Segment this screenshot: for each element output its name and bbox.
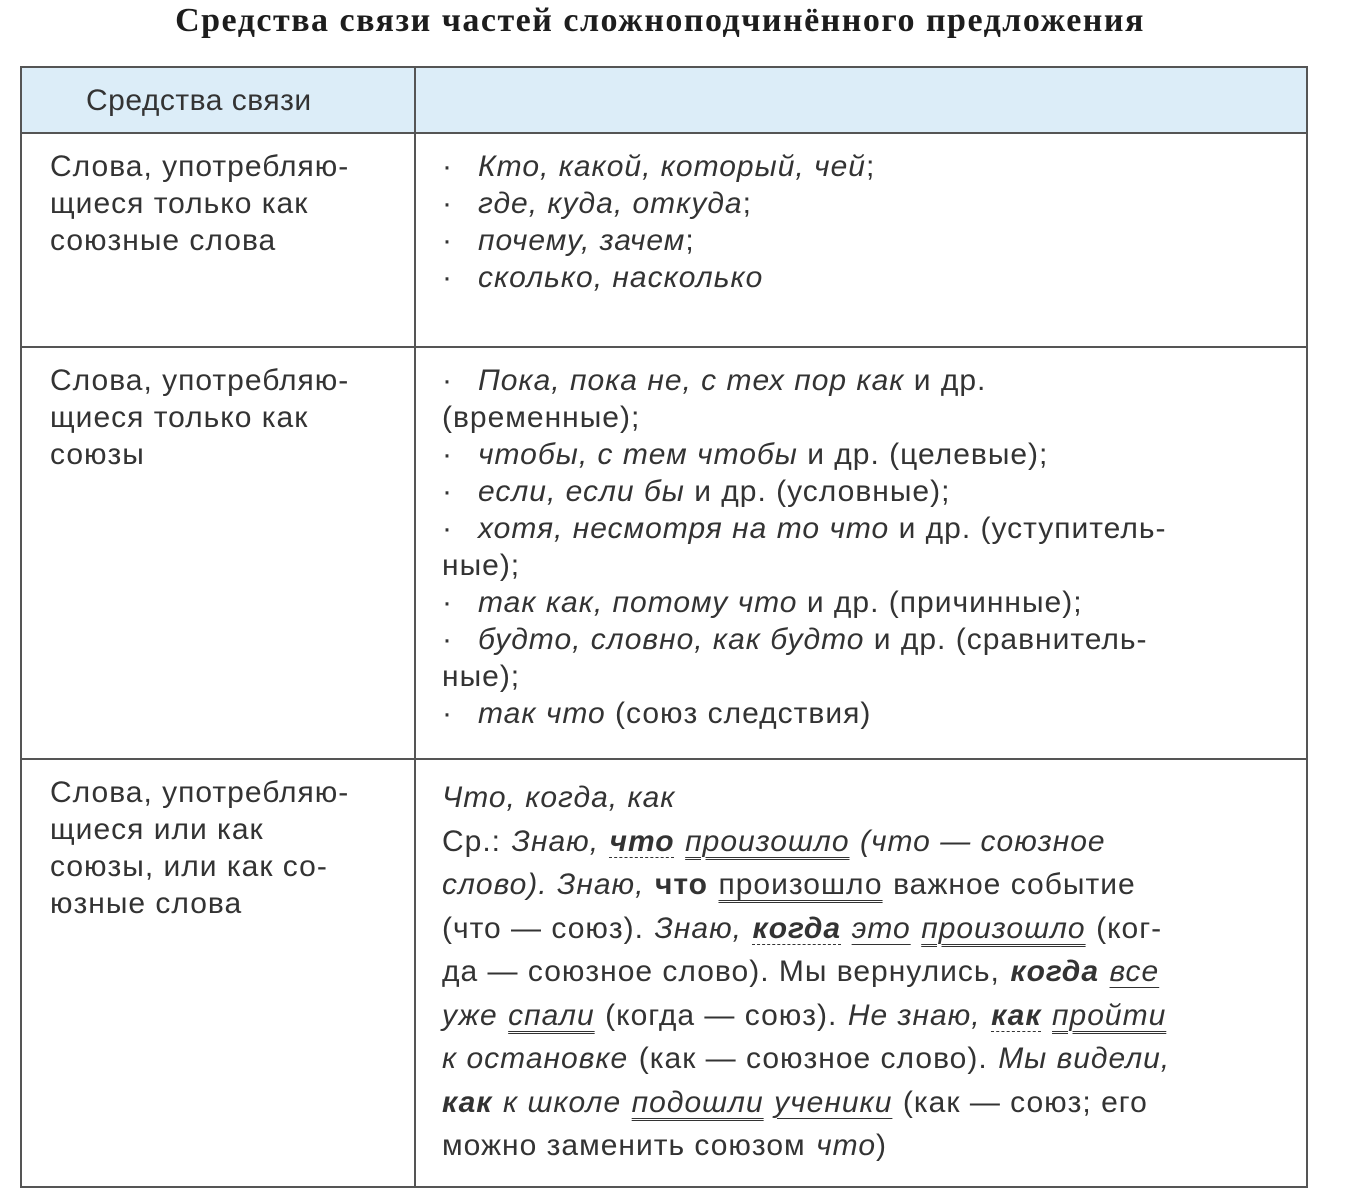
bullet-icon: · — [442, 475, 453, 508]
header-cell-means — [21, 67, 415, 133]
example-line: (что — союз). Знаю, когда это произошло (ког- — [442, 911, 1163, 945]
example-line: слово). Знаю, что произошло важное событие — [442, 868, 1136, 901]
header-cell-examples — [415, 67, 1307, 133]
row-category — [21, 347, 415, 759]
example-line: можно заменить союзом что) — [442, 1129, 888, 1162]
table-row — [21, 347, 1307, 759]
category-line: юзные слова — [50, 887, 243, 920]
list-item: · так что (союз следствия) — [442, 697, 872, 730]
category-line: щиеся только как — [50, 187, 309, 220]
intro-words: Что, когда, как — [442, 781, 676, 814]
example-line: уже спали (когда — союз). Не знаю, как пройти — [442, 998, 1167, 1032]
category-line: Слова, употребляю- — [50, 776, 350, 809]
page-title: Средства связи частей сложноподчинённого предложения — [175, 2, 1145, 39]
example-line: Ср.: Знаю, что произошло (что — союзное — [442, 824, 1106, 858]
table-row — [21, 133, 1307, 347]
bullet-icon: · — [442, 586, 453, 619]
list-item: · чтобы, с тем чтобы и др. (целевые); — [442, 438, 1049, 471]
conjunctions-table — [20, 66, 1308, 1188]
bullet-icon: · — [442, 438, 453, 471]
bullet-icon: · — [442, 150, 453, 183]
row-examples — [415, 347, 1307, 759]
row-examples — [415, 133, 1307, 347]
list-item: · почему, зачем; — [442, 224, 695, 257]
category-line: союзы, или как со- — [50, 850, 328, 883]
list-item: · хотя, несмотря на то что и др. (уступитель- — [442, 512, 1167, 545]
list-item: · будто, словно, как будто и др. (сравнитель- — [442, 623, 1148, 656]
list-item: · где, куда, откуда; — [442, 187, 752, 220]
bullet-icon: · — [442, 261, 453, 294]
row-examples — [415, 759, 1307, 1187]
bullet-icon: · — [442, 187, 453, 220]
list-item: · если, если бы и др. (условные); — [442, 475, 951, 508]
category-line: щиеся только как — [50, 401, 309, 434]
category-line: Слова, употребляю- — [50, 150, 350, 183]
bullet-icon: · — [442, 512, 453, 545]
example-line: да — союзное слово). Мы вернулись, когда все — [442, 955, 1160, 988]
category-line: щиеся или как — [50, 813, 264, 846]
row-category — [21, 133, 415, 347]
list-item: · так как, потому что и др. (причинные); — [442, 586, 1083, 619]
list-item: · Кто, какой, который, чей; — [442, 150, 876, 183]
bullet-icon: · — [442, 224, 453, 257]
example-line: к остановке (как — союзное слово). Мы видели, — [442, 1042, 1171, 1075]
header-label: Средства связи — [86, 84, 312, 117]
list-item: · Пока, пока не, с тех пор как и др. — [442, 364, 987, 397]
category-line: Слова, употребляю- — [50, 364, 350, 397]
list-item: · сколько, насколько — [442, 261, 764, 294]
bullet-icon: · — [442, 623, 453, 656]
bullet-icon: · — [442, 697, 453, 730]
example-line: как к школе подошли ученики (как — союз; его — [442, 1085, 1148, 1119]
list-item-continued: (временные); — [442, 401, 641, 434]
list-item-continued: ные); — [442, 549, 521, 582]
bullet-icon: · — [442, 364, 453, 397]
table-header-row — [21, 67, 1307, 133]
list-item-continued: ные); — [442, 660, 521, 693]
category-line: союзные слова — [50, 224, 277, 257]
table-row — [21, 759, 1307, 1187]
category-line: союзы — [50, 438, 145, 471]
row-category — [21, 759, 415, 1187]
